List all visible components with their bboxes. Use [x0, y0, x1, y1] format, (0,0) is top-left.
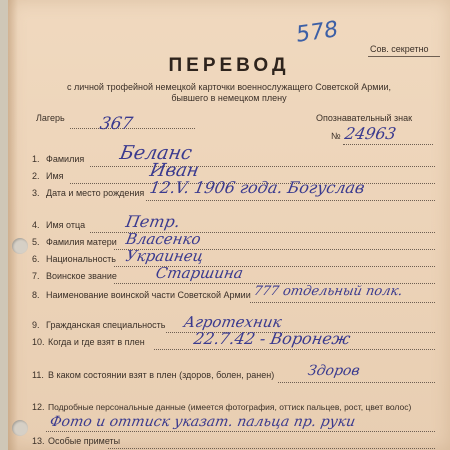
field-10-number: 10.	[32, 337, 45, 347]
document-subtitle-line-1: с личной трофейной немецкой карточки военнослужащего Советской Армии,	[66, 82, 392, 92]
field-7-number: 7.	[32, 271, 40, 281]
field-1-rule	[90, 166, 435, 167]
punch-hole	[12, 420, 28, 436]
field-12-number: 12.	[32, 402, 45, 412]
field-6-number: 6.	[32, 254, 40, 264]
field-1-value: Беланс	[118, 142, 194, 164]
field-2-value: Иван	[148, 160, 201, 181]
field-3-rule	[146, 200, 435, 201]
field-13-number: 13.	[32, 436, 45, 446]
field-4-number: 4.	[32, 220, 40, 230]
field-6-value: Украинец	[124, 247, 205, 265]
field-7-value: Старшина	[154, 264, 245, 282]
classification-mark: Сов. секретно	[370, 44, 429, 54]
field-10-label: Когда и где взят в плен	[48, 337, 145, 347]
field-8-rule	[250, 302, 435, 303]
tag-number-sign: №	[331, 131, 341, 141]
camp-label: Лагерь	[36, 113, 65, 123]
document-title: ПЕРЕВОД	[168, 55, 290, 76]
field-11-value: Здоров	[306, 363, 361, 379]
field-2-label: Имя	[46, 171, 64, 181]
tag-rule	[343, 144, 433, 145]
camp-rule	[70, 128, 195, 129]
field-4-value: Петр.	[124, 212, 182, 231]
field-12-rule	[46, 431, 435, 432]
field-9-number: 9.	[32, 320, 40, 330]
tag-label: Опознавательный знак	[316, 113, 413, 123]
field-9-label: Гражданская специальность	[46, 320, 166, 330]
punch-hole	[12, 238, 28, 254]
field-8-value: 777 отдельный полк.	[252, 284, 404, 299]
field-3-number: 3.	[32, 188, 40, 198]
field-5-label: Фамилия матери	[46, 237, 117, 247]
field-13-rule	[108, 448, 435, 449]
field-2-number: 2.	[32, 171, 40, 181]
document-page	[8, 0, 450, 450]
field-10-value: 22.7.42 - Воронеж	[192, 329, 352, 348]
field-10-rule	[154, 349, 435, 350]
field-11-rule	[278, 382, 435, 383]
field-5-number: 5.	[32, 237, 40, 247]
field-3-value: 12.V. 1906 года. Богуслав	[148, 178, 367, 197]
field-4-label: Имя отца	[46, 220, 86, 230]
document-subtitle-line-2: бывшего в немецком плену	[171, 93, 287, 103]
field-9-value: Агротехник	[182, 313, 284, 331]
field-5-value: Власенко	[124, 230, 203, 248]
field-11-number: 11.	[32, 370, 44, 380]
field-11-label: В каком состоянии взят в плен (здоров, болен, ранен)	[48, 370, 275, 380]
field-12-label: Подробные персональные данные (имеется фотография, оттиск пальцев, рост, цвет волос)	[48, 402, 412, 412]
field-7-label: Воинское звание	[46, 271, 117, 281]
field-12-value: Фото и оттиск указат. пальца пр. руки	[48, 414, 357, 430]
archive-number: 578	[295, 16, 339, 49]
field-8-label: Наименование воинской части Советской Армии	[46, 290, 251, 300]
tag-value: 24963	[343, 124, 398, 143]
field-1-number: 1.	[32, 154, 40, 164]
camp-value: 367	[98, 114, 135, 134]
field-6-label: Национальность	[46, 254, 116, 264]
field-8-number: 8.	[32, 290, 40, 300]
field-1-label: Фамилия	[46, 154, 85, 164]
field-13-label: Особые приметы	[48, 436, 121, 446]
field-3-label: Дата и место рождения	[46, 188, 145, 198]
